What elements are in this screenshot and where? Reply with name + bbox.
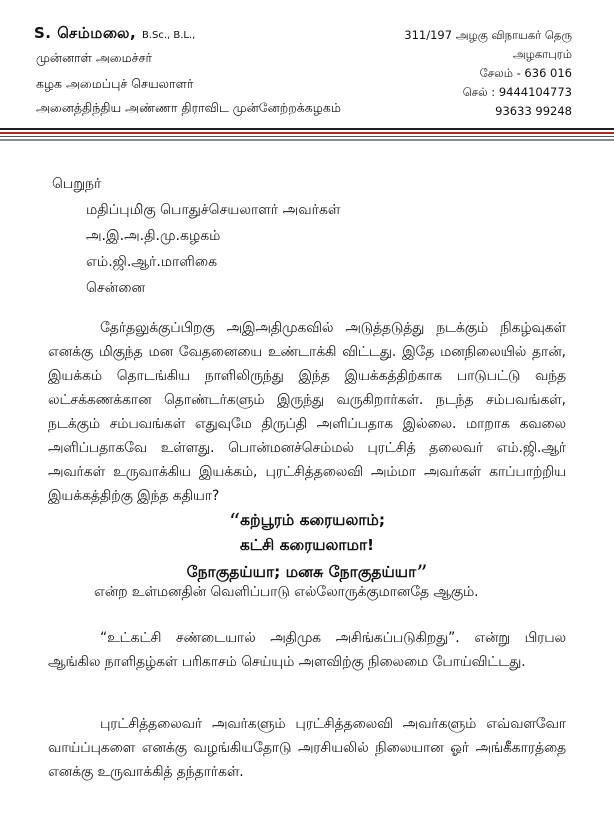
sender-title: முன்னாள் அமைச்சர் bbox=[36, 50, 153, 65]
recipient-line: எம்.ஜி.ஆர்.மாளிகை bbox=[86, 254, 218, 270]
sender-phone-2: 93633 99248 bbox=[495, 104, 572, 118]
recipient-line: அ.இ.அ.தி.மு.கழகம் bbox=[86, 228, 221, 244]
body-paragraph: “உட்கட்சி சண்டையால் அதிமுக அசிங்கப்படுகிறது”. என்று பிரபல ஆங்கில நாளிதழ்கள் பரிகாசம் செய்யும் அளவிற்கு நிலைமை போய்விட்டது. bbox=[48, 630, 566, 670]
recipient-label: பெறுநர் bbox=[52, 176, 102, 192]
sender-degrees: B.Sc., B.L., bbox=[141, 30, 196, 41]
sender-city: சேலம் - 636 016 bbox=[479, 66, 572, 80]
quote-line-text: கற்பூரம் கரையலாம்; bbox=[240, 511, 386, 529]
body-paragraph: புரட்சித்தலைவர் அவர்களும் புரட்சித்தலைவி அவர்களும் எவ்வளவோ வாய்ப்புகளை எனக்கு வழங்கியதோடு அரசியலில் நிலையான ஓர் அங்கீகாரத்தை எனக்கு உருவாக்கித் தந்தார்கள். bbox=[48, 716, 566, 780]
sender-locality: அழகாபுரம் bbox=[512, 47, 572, 61]
letterhead-rule-dark bbox=[0, 128, 614, 130]
letterhead-rule-red bbox=[0, 132, 614, 134]
quote-line: கட்சி கரையலாமா! bbox=[239, 536, 375, 554]
sender-phone: செல் : 9444104773 bbox=[462, 85, 572, 99]
letterhead-rule-thin bbox=[0, 136, 614, 137]
body-paragraph: தேர்தலுக்குப்பிறகு அஇஅதிமுகவில் அடுத்தடுத்து நடக்கும் நிகழ்வுகள் எனக்கு மிகுந்த மன வேதனையை உண்டாக்கி விட்டது. இதே மனநிலையில் தான், இயக்கம் தொடங்கிய நாளிலிருந்து இந்த இயக்கத்திற்காக பாடுபட்டு வந்த லட்சக்கணக்கான தொண்டர்களும் இருந்து வருகிறார்கள். நடந்த சம்பவங்கள், நடக்கும் சம்பவங்கள் எதுவுமே திருப்தி அளிப்பதாக இல்லை. மாறாக கவலை அளிப்பதாகவே உள்ளது. பொன்மனச்செம்மல் புரட்சித் தலைவர் எம்.ஜி.ஆர் அவர்கள் உருவாக்கிய இயக்கம், புரட்சித்தலைவி அம்மா அவர்கள் காப்பாற்றிய இயக்கத்திற்கு இந்த கதியா? bbox=[48, 320, 566, 504]
recipient-line: சென்னை bbox=[86, 280, 146, 296]
sender-role: கழக அமைப்புச் செயலாளர் bbox=[36, 76, 194, 91]
sender-name-text: S. செம்மலை, bbox=[34, 24, 137, 42]
quote-close-mark: ” bbox=[416, 562, 428, 587]
sender-name bbox=[34, 24, 195, 44]
quote-line-text: நோகுதய்யா; மனசு நோகுதய்யா bbox=[186, 563, 417, 581]
quote-open-mark: “ bbox=[228, 510, 241, 535]
quote-line bbox=[0, 510, 614, 535]
party-name: அனைத்திந்திய அண்ணா திராவிட முன்னேற்றக்கழகம் bbox=[36, 100, 341, 115]
letterhead-rule-grey bbox=[0, 139, 614, 141]
quote-followup: என்ற உள்மனதின் வெளிப்பாடு எல்லோருக்குமானதே ஆகும். bbox=[94, 584, 479, 600]
sender-street: 311/197 அழகு விநாயகர் தெரு bbox=[404, 28, 572, 42]
recipient-line: மதிப்புமிகு பொதுச்செயலாளர் அவர்கள் bbox=[86, 202, 341, 218]
